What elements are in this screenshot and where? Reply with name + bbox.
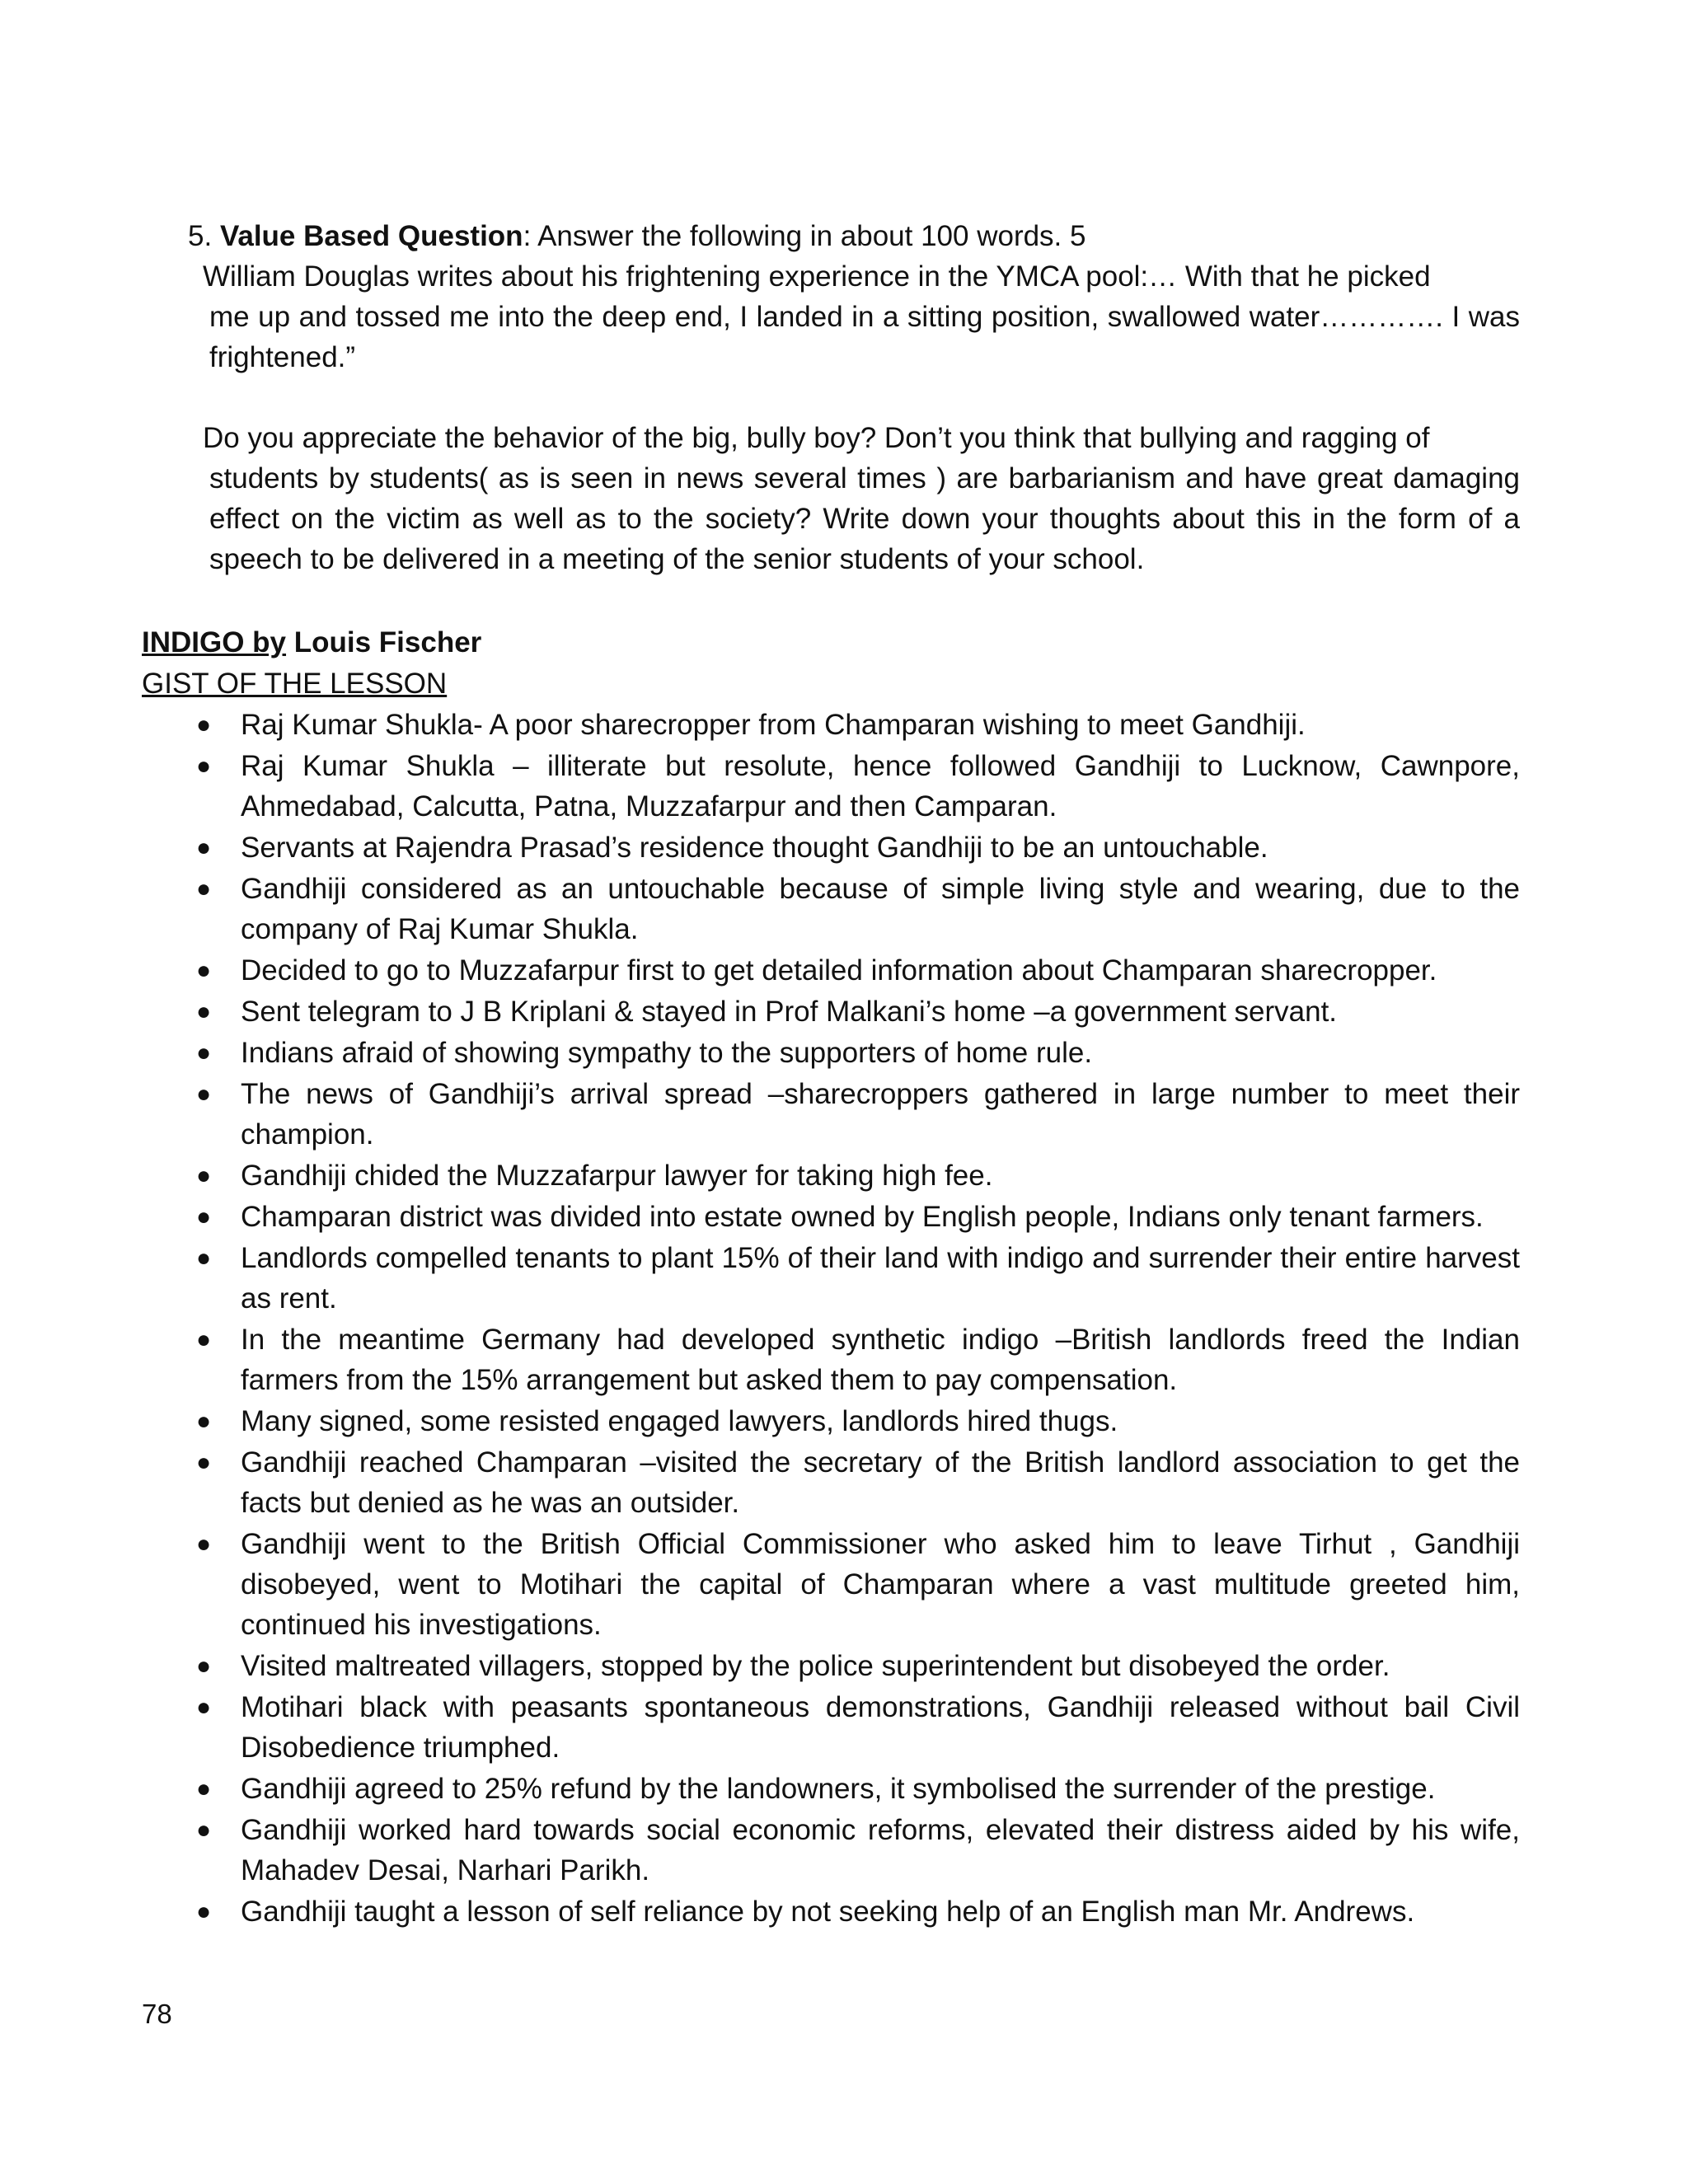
bullet-text: Gandhiji considered as an untouchable because of simple living style and wearing, due to the company of Raj Kumar Shukla. xyxy=(241,873,1520,945)
bullet-icon: ● xyxy=(196,1530,212,1558)
bullet-icon: ● xyxy=(196,1775,212,1802)
bullet-icon: ● xyxy=(196,1652,212,1680)
gist-bullet-item xyxy=(142,991,1520,1032)
bullet-text: Decided to go to Muzzafarpur first to get detailed information about Champaran sharecropper. xyxy=(241,954,1437,987)
bullet-text: Gandhiji chided the Muzzafarpur lawyer for taking high fee. xyxy=(241,1160,993,1192)
gist-bullet-item xyxy=(142,950,1520,991)
gist-bullet-item xyxy=(142,705,1520,745)
paragraph-gap xyxy=(185,377,1520,418)
question-body xyxy=(203,418,1520,579)
gist-bullet-item xyxy=(142,1524,1520,1645)
lesson-title xyxy=(142,622,1520,663)
bullet-icon: ● xyxy=(196,875,212,902)
bullet-text: Visited maltreated villagers, stopped by the police superintendent but disobeyed the order. xyxy=(241,1650,1390,1682)
question-heading xyxy=(188,216,1520,256)
gist-heading: GIST OF THE LESSON xyxy=(142,668,448,700)
bullet-text: Landlords compelled tenants to plant 15% of their land with indigo and surrender their entire harvest as rent. xyxy=(241,1242,1520,1315)
question-label: Value Based Question xyxy=(219,220,523,252)
bullet-icon: ● xyxy=(196,1408,212,1435)
question-prompt: : Answer the following in about 100 words. 5 xyxy=(523,220,1086,252)
gist-bullet-item xyxy=(142,1401,1520,1441)
bullet-icon: ● xyxy=(196,957,212,984)
gist-bullet-item xyxy=(142,827,1520,868)
bullet-text: Motihari black with peasants spontaneous demonstrations, Gandhiji released without bail Civil Disobedience triumphed. xyxy=(241,1691,1520,1764)
bullet-icon: ● xyxy=(196,752,212,780)
bullet-icon: ● xyxy=(196,1203,212,1230)
gist-bullet-list xyxy=(142,705,1520,1932)
gist-bullet-item xyxy=(142,869,1520,949)
gist-bullet-item xyxy=(142,1769,1520,1809)
page-number: 78 xyxy=(142,1999,172,2029)
bullet-icon: ● xyxy=(196,1039,212,1066)
gist-bullet-item xyxy=(142,746,1520,827)
bullet-text: Servants at Rajendra Prasad’s residence thought Gandhiji to be an untouchable. xyxy=(241,832,1268,864)
gist-bullet-item xyxy=(142,1238,1520,1319)
bullet-icon: ● xyxy=(196,1162,212,1189)
gist-bullet-item xyxy=(142,1155,1520,1196)
bullet-text: Indians afraid of showing sympathy to the supporters of home rule. xyxy=(241,1037,1093,1069)
bullet-icon: ● xyxy=(196,1326,212,1353)
gist-bullet-item xyxy=(142,1319,1520,1400)
gist-bullet-item xyxy=(142,1197,1520,1237)
quote-continuation: me up and tossed me into the deep end, I landed in a sitting position, swallowed water…………. I was frightened.” xyxy=(209,301,1520,373)
body-first-line: Do you appreciate the behavior of the big, bully boy? Don’t you think that bullying and ragging of xyxy=(203,422,1430,454)
bullet-text: Gandhiji agreed to 25% refund by the landowners, it symbolised the surrender of the prestige. xyxy=(241,1773,1436,1805)
bullet-text: Raj Kumar Shukla- A poor sharecropper from Champaran wishing to meet Gandhiji. xyxy=(241,709,1306,741)
bullet-text: Gandhiji reached Champaran –visited the secretary of the British landlord association to get the facts but denied as he was an outsider. xyxy=(241,1446,1520,1519)
gist-bullet-item xyxy=(142,1033,1520,1073)
bullet-icon: ● xyxy=(196,1244,212,1272)
gist-bullet-item xyxy=(142,1810,1520,1891)
quote-first-line: William Douglas writes about his frightening experience in the YMCA pool:… With that he picked xyxy=(203,260,1431,293)
lesson-title-underlined: INDIGO by xyxy=(142,626,287,658)
question-number: 5. xyxy=(188,220,213,252)
bullet-text: Gandhiji went to the British Official Commissioner who asked him to leave Tirhut , Gandhiji disobeyed, went to Motihari the capital of Champaran where a vast multitude greeted him, continued his investigations. xyxy=(241,1528,1520,1641)
gist-bullet-item xyxy=(142,1646,1520,1686)
bullet-icon: ● xyxy=(196,1080,212,1108)
value-based-question xyxy=(185,216,1520,579)
lesson-title-author: Louis Fischer xyxy=(286,626,482,658)
bullet-icon: ● xyxy=(196,1816,212,1844)
bullet-icon: ● xyxy=(196,711,212,738)
bullet-text: Sent telegram to J B Kriplani & stayed in Prof Malkani’s home –a government servant. xyxy=(241,996,1338,1028)
body-continuation: students by students( as is seen in news several times ) are barbarianism and have great damaging effect on the victim as well as to the society? Write down your thoughts about this in the form of a speech to be delivered in a meeting of the senior students of your school. xyxy=(209,462,1520,575)
bullet-text: Champaran district was divided into estate owned by English people, Indians only tenant farmers. xyxy=(241,1201,1484,1233)
bullet-text: The news of Gandhiji’s arrival spread –sharecroppers gathered in large number to meet their champion. xyxy=(241,1078,1520,1151)
bullet-icon: ● xyxy=(196,1898,212,1925)
gist-bullet-item xyxy=(142,1891,1520,1932)
question-quote xyxy=(203,256,1520,377)
bullet-text: In the meantime Germany had developed synthetic indigo –British landlords freed the Indian farmers from the 15% arrangement but asked them to pay compensation. xyxy=(241,1324,1520,1396)
bullet-icon: ● xyxy=(196,1449,212,1476)
bullet-icon: ● xyxy=(196,834,212,861)
bullet-icon: ● xyxy=(196,1694,212,1721)
gist-bullet-item xyxy=(142,1687,1520,1768)
gist-bullet-item xyxy=(142,1442,1520,1523)
gist-bullet-item xyxy=(142,1074,1520,1155)
bullet-text: Raj Kumar Shukla – illiterate but resolute, hence followed Gandhiji to Lucknow, Cawnpore, Ahmedabad, Calcutta, Patna, Muzzafarpur and then Camparan. xyxy=(241,750,1520,823)
bullet-text: Gandhiji worked hard towards social economic reforms, elevated their distress aided by his wife, Mahadev Desai, Narhari Parikh. xyxy=(241,1814,1520,1886)
bullet-text: Gandhiji taught a lesson of self reliance by not seeking help of an English man Mr. Andrews. xyxy=(241,1896,1415,1928)
bullet-text: Many signed, some resisted engaged lawyers, landlords hired thugs. xyxy=(241,1405,1118,1437)
indigo-section xyxy=(142,622,1520,1933)
bullet-icon: ● xyxy=(196,998,212,1025)
